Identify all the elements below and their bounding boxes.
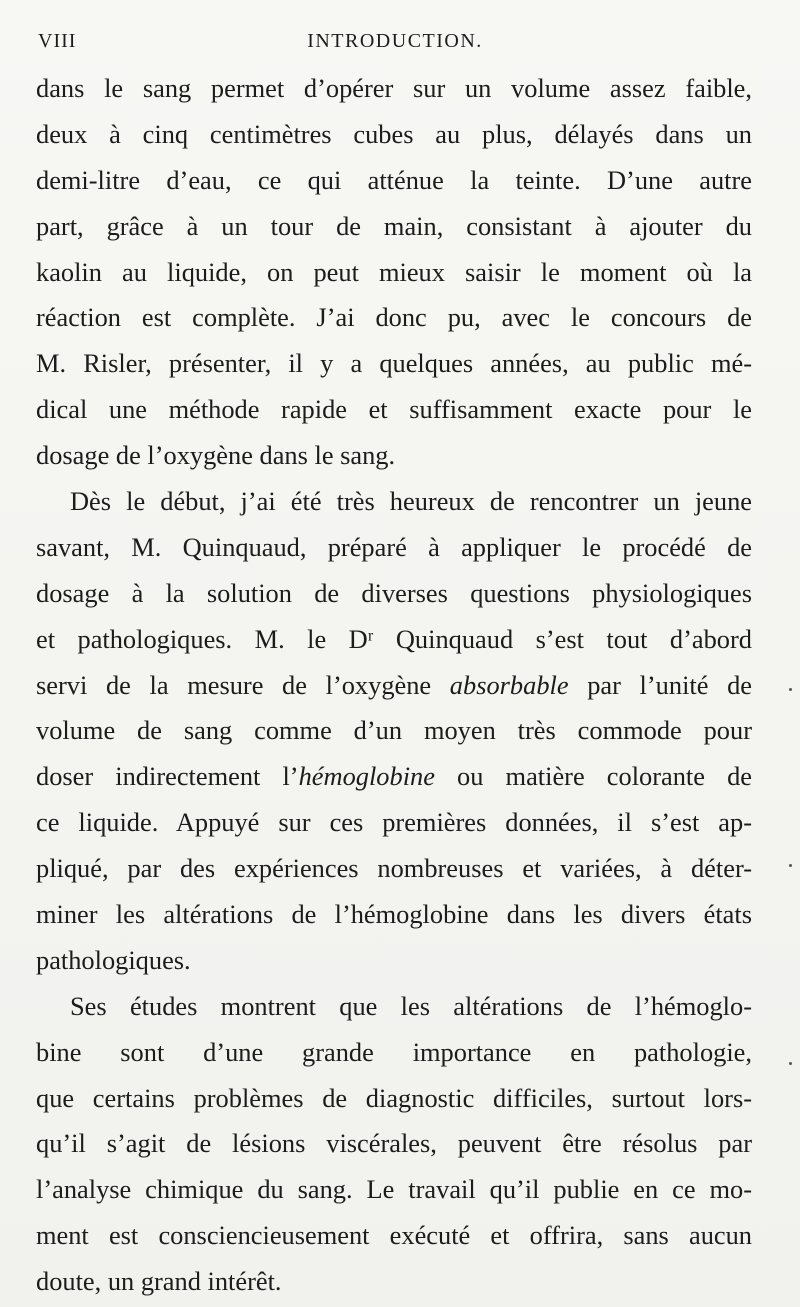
- text-line: miner les altérations de l’hémoglobine dans les divers états: [36, 899, 752, 930]
- running-header: [38, 30, 752, 60]
- paragraph-end-line: pathologiques.: [36, 944, 191, 975]
- margin-speck: [789, 864, 792, 867]
- paragraph-start-line: Dès le début, j’ai été très heureux de rencontrer un jeune: [70, 486, 752, 517]
- text-line: dosage à la solution de diverses questions physiologiques: [36, 577, 752, 608]
- margin-speck: [789, 1062, 792, 1065]
- text-line: et pathologiques. M. le Dʳ Quinquaud s’est tout d’abord: [36, 623, 752, 654]
- text-line: part, grâce à un tour de main, consistant à ajouter du: [36, 210, 752, 241]
- text-line: ce liquide. Appuyé sur ces premières données, il s’est ap-: [36, 807, 752, 838]
- text-line: ment est consciencieusement exécuté et offrira, sans aucun: [36, 1220, 752, 1251]
- text-line: que certains problèmes de diagnostic difficiles, surtout lors-: [36, 1082, 752, 1113]
- text-line: servi de la mesure de l’oxygène absorbable par l’unité de: [36, 669, 753, 700]
- paragraph-start-line: Ses études montrent que les altérations de l’hémoglo-: [70, 990, 752, 1021]
- text-line: dans le sang permet d’opérer sur un volume assez faible,: [36, 73, 752, 103]
- text-line: doser indirectement l’hémoglobine ou matière colorante de: [36, 761, 752, 792]
- paragraph-end-line: doute, un grand intérêt.: [36, 1266, 282, 1297]
- text-line: réaction est complète. J’ai donc pu, avec le concours de: [36, 302, 752, 333]
- text-line: pliqué, par des expériences nombreuses et variées, à déter-: [36, 853, 752, 884]
- italic-term: absorbable: [449, 669, 569, 700]
- text-line: kaolin au liquide, on peut mieux saisir le moment où la: [36, 256, 752, 287]
- page-number: VIII: [38, 30, 77, 52]
- text-line: qu’il s’agit de lésions viscérales, peuvent être résolus par: [36, 1128, 752, 1159]
- paragraph-end-line: dosage de l’oxygène dans le sang.: [36, 440, 396, 471]
- text-line: l’analyse chimique du sang. Le travail qu’il publie en ce mo-: [36, 1174, 752, 1205]
- italic-term: hémoglobine: [298, 761, 435, 792]
- margin-speck: [789, 688, 792, 691]
- text-line: deux à cinq centimètres cubes au plus, délayés dans un: [36, 118, 752, 149]
- text-line: bine sont d’une grande importance en pathologie,: [36, 1036, 752, 1067]
- text-line: volume de sang comme d’un moyen très commode pour: [36, 715, 752, 746]
- running-title: INTRODUCTION.: [307, 30, 483, 52]
- text-line: dical une méthode rapide et suffisamment exacte pour le: [36, 394, 752, 425]
- text-line: M. Risler, présenter, il y a quelques années, au public mé-: [36, 348, 752, 379]
- page-body: [36, 66, 752, 1305]
- text-line: demi-litre d’eau, ce qui atténue la teinte. D’une autre: [36, 164, 752, 195]
- text-line: savant, M. Quinquaud, préparé à appliquer le procédé de: [36, 531, 752, 562]
